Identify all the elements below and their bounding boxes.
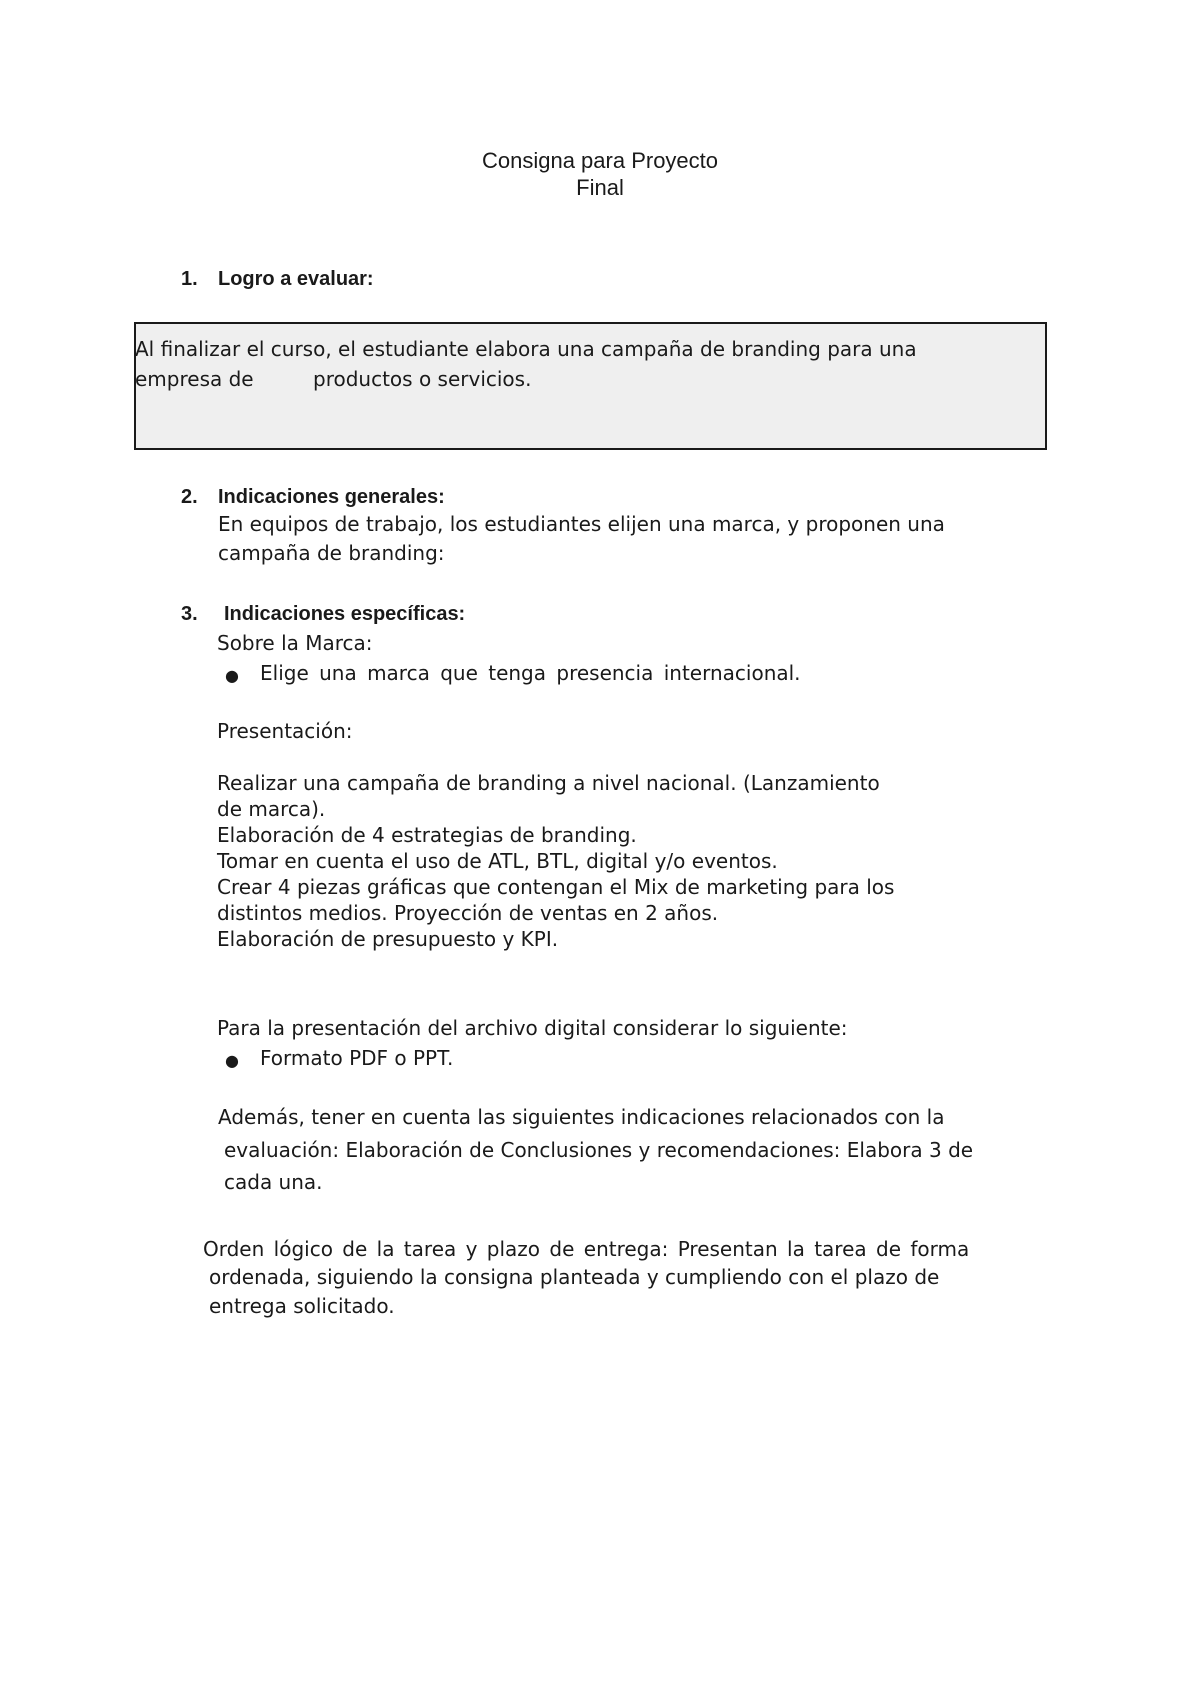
digital-intro: Para la presentación del archivo digital considerar lo siguiente: xyxy=(217,1016,848,1040)
goal-text-line2a: empresa de xyxy=(135,367,254,391)
section-2-number: 2. xyxy=(181,486,198,508)
presentacion-line: Elaboración de presupuesto y KPI. xyxy=(217,927,559,951)
sobre-marca-label: Sobre la Marca: xyxy=(217,631,373,655)
presentacion-line: Realizar una campaña de branding a nivel nacional. (Lanzamiento xyxy=(217,771,880,795)
section-2-line2: campaña de branding: xyxy=(218,541,445,565)
ademas-line1: Además, tener en cuenta las siguientes indicaciones relacionados con la xyxy=(218,1105,945,1129)
bullet-item-formato: Formato PDF o PPT. xyxy=(260,1046,454,1070)
presentacion-line: Elaboración de 4 estrategias de branding. xyxy=(217,823,637,847)
section-3-heading: Indicaciones específicas: xyxy=(224,603,466,625)
orden-line2: ordenada, siguiendo la consigna planteada y cumpliendo con el plazo de xyxy=(209,1265,940,1289)
presentacion-label: Presentación: xyxy=(217,719,353,743)
bullet-item-marca: Elige una marca que tenga presencia internacional. xyxy=(260,661,801,685)
ademas-line2: evaluación: Elaboración de Conclusiones y recomendaciones: Elabora 3 de xyxy=(224,1138,974,1162)
goal-text-line1: Al finalizar el curso, el estudiante elabora una campaña de branding para una xyxy=(135,337,917,361)
page-title-line2: Final xyxy=(576,175,624,200)
orden-line3: entrega solicitado. xyxy=(209,1294,395,1318)
section-1-heading: Logro a evaluar: xyxy=(218,268,374,290)
bullet-dot: ● xyxy=(225,666,239,685)
goal-text-line2b: productos o servicios. xyxy=(313,367,532,391)
presentacion-line: de marca). xyxy=(217,797,326,821)
ademas-line3: cada una. xyxy=(224,1170,323,1194)
section-2-heading: Indicaciones generales: xyxy=(218,486,445,508)
bullet-dot: ● xyxy=(225,1051,239,1070)
presentacion-line: distintos medios. Proyección de ventas en 2 años. xyxy=(217,901,719,925)
presentacion-line: Tomar en cuenta el uso de ATL, BTL, digital y/o eventos. xyxy=(217,849,778,873)
orden-line1: Orden lógico de la tarea y plazo de entrega: Presentan la tarea de forma xyxy=(203,1237,970,1261)
section-2-line1: En equipos de trabajo, los estudiantes elijen una marca, y proponen una xyxy=(218,512,945,536)
page-title: Consigna para Proyecto xyxy=(481,148,719,173)
section-1-number: 1. xyxy=(181,268,198,290)
presentacion-line: Crear 4 piezas gráficas que contengan el Mix de marketing para los xyxy=(217,875,895,899)
section-3-number: 3. xyxy=(181,603,198,625)
